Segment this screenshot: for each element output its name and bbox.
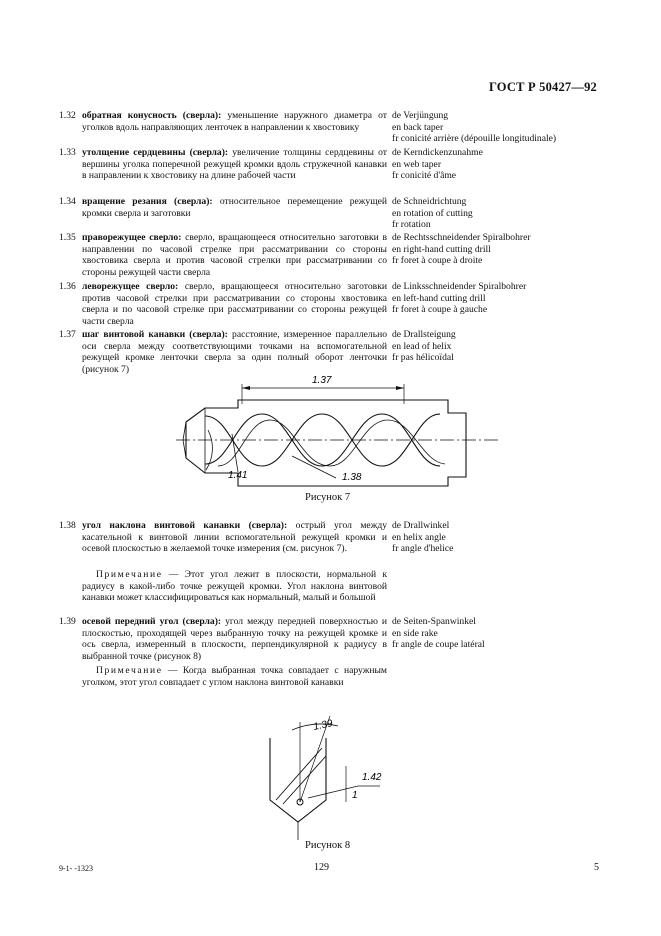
translation-fr: fr pas hélicoïdal [392,352,454,364]
footer-page-number: 129 [314,862,329,873]
note-text: — Этот угол лежит в плоскости, нормальной к радиусу в какой-либо точке режущей кромки. Угол наклона винтовой канавки может классифицироваться как нормальный, малый и большой [82,569,387,604]
footer-print-code: 9-1- -1323 [59,864,93,873]
translation-en: en left-hand cutting drill [392,292,486,304]
entry-definition: расстояние, измеренное параллельно оси сверла между соответствующими точками на вспомогательной режущей кромке ленточки сверла за один полный оборот ленточки (рисунок 7) [82,329,387,375]
entry-term: осевой передний угол (сверла): [82,616,222,627]
entry-number: 1.36 [59,281,76,292]
figure-7-label-1-41: 1.41 [228,470,248,481]
entry-definition: угол между передней поверхностью и плоскостью, проходящей через выбранную точку на режущей кромке и ось сверла, измеренный в плоскости, перпендикулярной к радиусу в выбранной точке (рисунок 8) [82,616,387,662]
note-text: — Когда выбранная точка совпадает с наружным уголком, этот угол совпадает с углом наклона винтовой канавки [82,665,387,688]
figure-7-label-lead: 1.37 [312,375,332,386]
translation-de: de Seiten-Spanwinkel [392,616,476,627]
figure-8-label-point: 1 [352,790,358,801]
entry-term: шаг винтовой канавки (сверла): [82,329,228,340]
entry-definition: увеличение толщины сердцевины от вершины уголка поперечной режущей кромки вдоль стружечной канавки в направлении к хвостовику на длине рабочей части [82,147,387,182]
translation-fr: fr conicité arrière (dépouille longitudinale) [392,133,557,145]
translation-de: de Drallwinkel [392,520,450,531]
translation-de: de Drallsteigung [392,329,456,340]
translation-fr: fr foret à coupe à gauche [392,304,488,316]
translation-en: en web taper [392,158,442,170]
entry-term: обратная конусность (сверла): [82,110,222,121]
entry-number: 1.33 [59,147,76,158]
translation-de: de Verjüngung [392,110,449,121]
entry-definition: сверло, вращающееся относительно заготовки против часовой стрелки при рассматривании со стороны хвостовика сверла и по часовой стрелке при рассматривании со стороны режущей части сверла [82,281,387,327]
translation-de: de Rechtsschneidender Spiralbohrer [392,232,531,243]
standard-code: ГОСТ Р 50427—92 [488,80,597,94]
translation-de: de Linksschneidender Spiralbohrer [392,281,527,292]
translation-en: en right-hand cutting drill [392,243,491,255]
entry-number: 1.32 [59,110,76,121]
entry-term: вращение резания (сверла): [82,196,213,207]
translation-en: en back taper [392,121,444,133]
translation-en: en lead of helix [392,340,452,352]
translation-fr: fr rotation [392,219,431,231]
translation-en: en rotation of cutting [392,207,473,219]
translation-fr: fr foret à coupe à droite [392,255,483,267]
note-label: Примечание [96,665,163,676]
translation-de: de Kerndickenzunahme [392,147,483,158]
translation-fr: fr angle de coupe latéral [392,639,485,651]
footer-sheet-number: 5 [594,862,599,873]
entry-number: 1.39 [59,616,76,627]
entry-term: утолщение сердцевины (сверла): [82,147,229,158]
entry-definition: острый угол между касательной к винтовой линии вспомогательной режущей кромки и осевой плоскостью в желаемой точке измерения (см. рисунок 7). [82,520,387,555]
figure-8-caption: Рисунок 8 [305,840,351,851]
entry-number: 1.37 [59,329,76,340]
entry-term: праворежущее сверло: [82,232,182,243]
figure-8-label-side-rake: 1.39 [312,718,334,733]
entry-term: угол наклона винтовой канавки (сверла): [82,520,288,531]
translation-de: de Schneidrichtung [392,196,467,207]
translation-en: en helix angle [392,531,446,543]
figure-7-label-1-38: 1.38 [342,472,362,483]
entry-number: 1.35 [59,232,76,243]
translation-fr: fr conicité d'âme [392,170,457,182]
entry-definition: сверло, вращающееся относительно заготовки в направлении по часовой стрелке при рассматривании со стороны хвостовика сверла и против часовой стрелки при рассматривании со стороны режущей части сверла [82,232,388,278]
translation-en: en side rake [392,627,438,639]
translation-fr: fr angle d'helice [392,543,454,555]
entry-definition: относительное перемещение режущей кромки сверла и заготовки [82,196,387,219]
entry-definition: уменьшение наружного диаметра от уголков вдоль направляющих ленточек в направлении к хвостовику [82,110,387,133]
entry-number: 1.34 [59,196,76,207]
entry-term: леворежущее сверло: [82,281,179,292]
figure-8-label-1-42: 1.42 [362,772,382,783]
figure-7-caption: Рисунок 7 [305,492,351,503]
note-label: Примечание [96,569,163,580]
entry-number: 1.38 [59,520,76,531]
